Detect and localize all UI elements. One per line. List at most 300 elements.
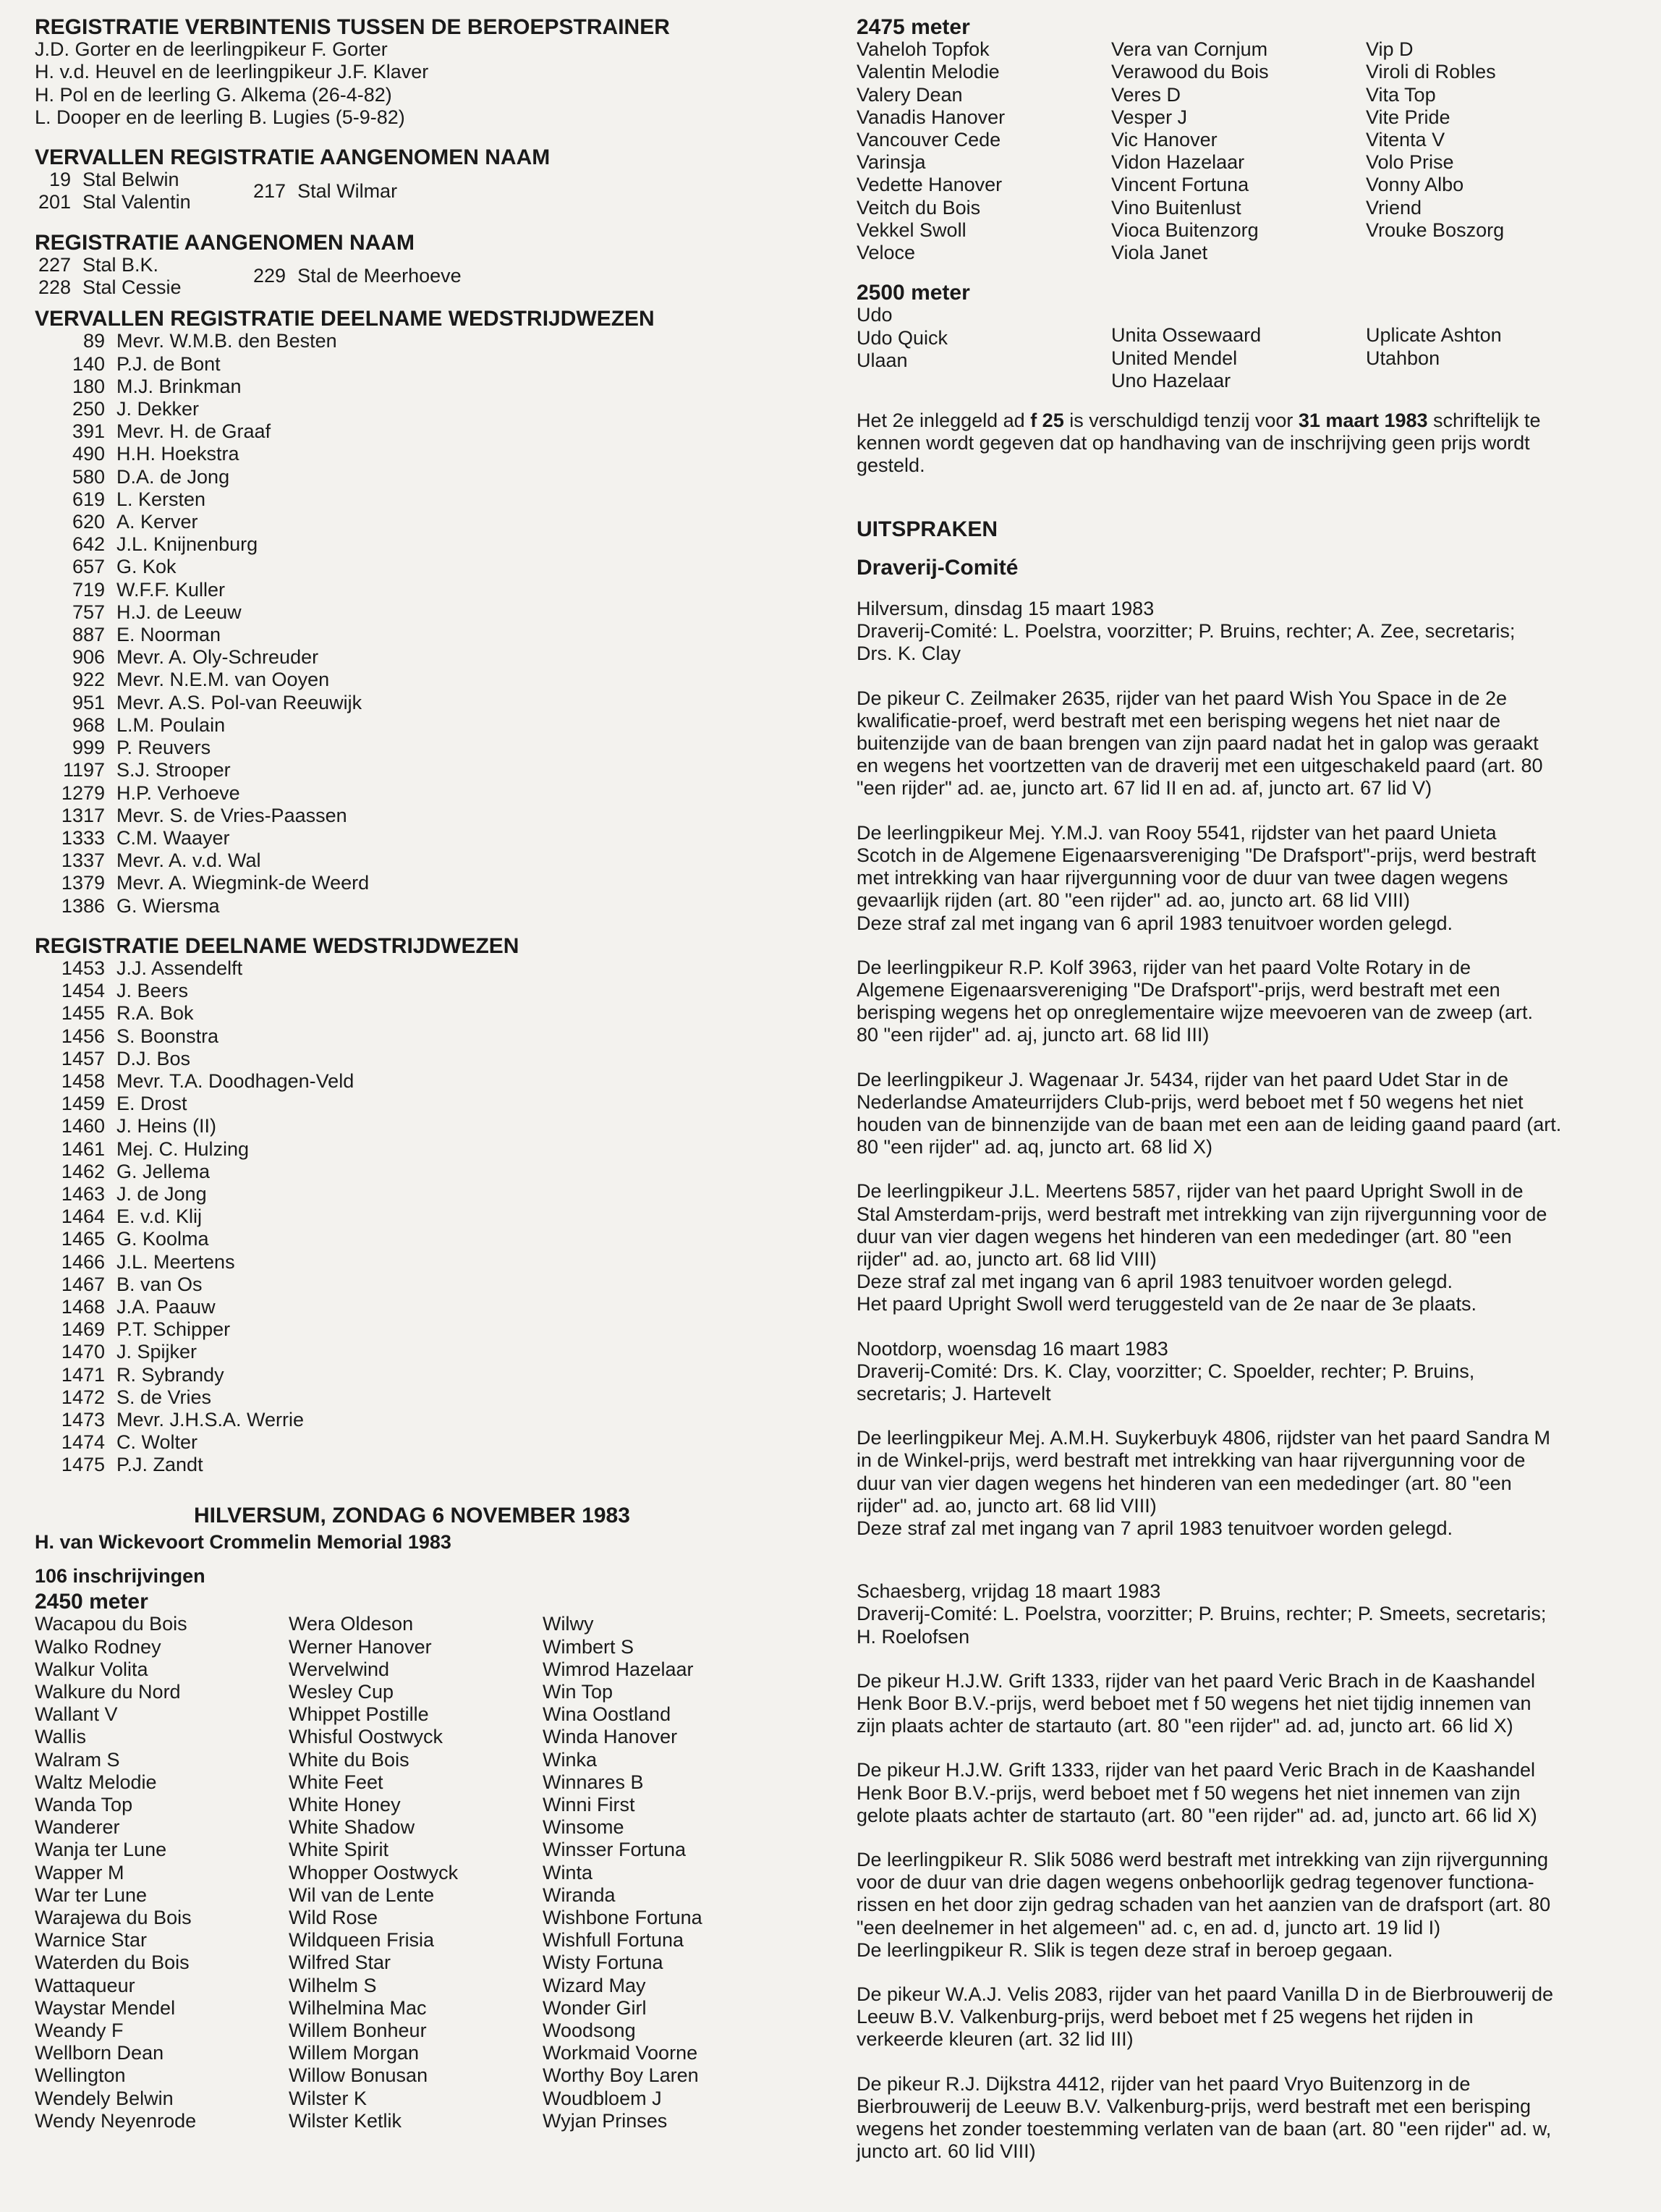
horse-name: Wilster Ketlik [289, 2109, 402, 2132]
entries-count: 106 inschrijvingen [35, 1565, 205, 1587]
reg-name: Mevr. A. v.d. Wal [116, 849, 261, 872]
ruling-line: Henk Boor B.V.-prijs, werd beboet met f 50 wegens het niet innemen van zijn [857, 1781, 1521, 1804]
ruling-line: buitenzijde van de baan brengen van zijn paard nadat het in galop was geraakt [857, 732, 1539, 755]
reg-name: Mevr. A. Oly-Schreuder [116, 646, 319, 669]
reg-number: 887 [72, 624, 105, 646]
ruling-line: secretaris; J. Hartevelt [857, 1382, 1051, 1404]
horse-name: Vesper J [1111, 106, 1188, 128]
list-item [35, 980, 830, 1002]
list-item [35, 1161, 830, 1183]
horse-name: Wisty Fortuna [543, 1952, 663, 1974]
horse-name: Vite Pride [1366, 106, 1450, 128]
reg-name: Mej. C. Hulzing [116, 1137, 250, 1160]
ruling-line: verkeerde kleuren (art. 32 lid III) [857, 2028, 1134, 2051]
list-item [35, 466, 830, 488]
deelname-list [35, 957, 830, 1477]
reg-number: 719 [72, 578, 105, 601]
list-item [35, 579, 830, 601]
horse-name: Whopper Oostwyck [289, 1861, 459, 1883]
reg-name: Mevr. J.H.S.A. Werrie [116, 1408, 305, 1431]
reg-name: E. Noorman [116, 624, 221, 646]
ruling-line: Scotch in de Algemene Eigenaarsvereniging "De Drafsport"-prijs, werd bestraft [857, 844, 1537, 866]
reg-number: 1386 [61, 894, 105, 917]
entries-column-2 [1111, 38, 1366, 264]
comite-heading: Draverij-Comité [857, 555, 1019, 580]
reg-name: M.J. Brinkman [116, 375, 242, 397]
reg-name: P. Reuvers [116, 737, 211, 759]
heading-deelname: REGISTRATIE DEELNAME WEDSTRIJDWEZEN [35, 933, 519, 958]
ruling-line: in de Winkel-prijs, werd bestraft met intrekking van haar rijvergunning voor de [857, 1449, 1526, 1472]
reg-number: 951 [72, 691, 105, 713]
ruling-paragraph [857, 687, 1631, 800]
reg-name: R. Sybrandy [116, 1363, 224, 1386]
list-item [35, 646, 830, 669]
horse-name: Veitch du Bois [857, 196, 981, 219]
reg-name: Mevr. A.S. Pol-van Reeuwijk [116, 691, 362, 713]
ruling-line: De pikeur W.A.J. Velis 2083, rijder van het paard Vanilla D in de Bierbrouwerij de [857, 1983, 1553, 2006]
list-item [35, 1341, 830, 1363]
horse-name: Vekkel Swoll [857, 219, 967, 241]
horse-name: Winsser Fortuna [543, 1839, 687, 1861]
ruling-paragraph [857, 1427, 1631, 1540]
reg-name: S.J. Strooper [116, 759, 231, 781]
reg-number: 1474 [61, 1431, 105, 1454]
reg-name: J.L. Knijnenburg [116, 533, 258, 556]
ruling-line: 80 "een rijder" ad. aj, juncto art. 68 lid III) [857, 1024, 1210, 1046]
reg-name: L.M. Poulain [116, 713, 226, 736]
distance-2500: 2500 meter [857, 281, 970, 305]
reg-name: J. Spijker [116, 1341, 197, 1363]
list-item [35, 692, 830, 714]
horse-name: Wesley Cup [289, 1681, 394, 1703]
reg-number: 1197 [62, 759, 105, 781]
reg-number: 1459 [61, 1093, 105, 1115]
reg-name: P.T. Schipper [116, 1318, 231, 1341]
horse-name: Udo [857, 304, 893, 326]
list-item [35, 1025, 830, 1048]
horse-name: Worthy Boy Laren [543, 2064, 699, 2087]
distance-2475: 2475 meter [857, 15, 970, 39]
reg-name: R.A. Bok [116, 1002, 194, 1025]
list-item [35, 169, 253, 191]
ruling-line: De leerlingpikeur J. Wagenaar Jr. 5434, rijder van het paard Udet Star in de [857, 1068, 1508, 1090]
horse-name: Wishfull Fortuna [543, 1929, 684, 1952]
horse-name: Volo Prise [1366, 151, 1454, 174]
ruling-line: Nootdorp, woensdag 16 maart 1983 [857, 1337, 1168, 1360]
reg-name: G. Wiersma [116, 894, 220, 917]
vervallen-deelname-list [35, 330, 830, 917]
reg-number: 1453 [61, 957, 105, 979]
horse-name: Vitenta V [1366, 129, 1445, 151]
ruling-line: Draverij-Comité: L. Poelstra, voorzitter; P. Bruins, rechter; P. Smeets, secretaris; [857, 1603, 1547, 1625]
reg-number: 657 [72, 556, 105, 578]
horse-name: Wizard May [543, 1974, 646, 1996]
ruling-line: Draverij-Comité: L. Poelstra, voorzitter; P. Bruins, rechter; A. Zee, secretaris; [857, 620, 1516, 643]
ruling-line: Schaesberg, vrijdag 18 maart 1983 [857, 1580, 1161, 1603]
horse-name: Vaheloh Topfok [857, 38, 990, 61]
reg-number: 1475 [61, 1454, 105, 1476]
reg-number: 1279 [61, 781, 105, 804]
ruling-line: Het paard Upright Swoll werd teruggesteld van de 2e naar de 3e plaats. [857, 1293, 1477, 1315]
list-item [35, 1454, 830, 1476]
list-item [35, 849, 830, 872]
horse-name: Vera van Cornjum [1111, 38, 1268, 61]
list-item: L. Dooper en de leerling B. Lugies (5-9-82) [35, 106, 405, 128]
horse-name: Weandy F [35, 2020, 124, 2042]
reg-number: 201 [38, 191, 71, 213]
ruling-line: De leerlingpikeur J.L. Meertens 5857, rijder van het paard Upright Swoll in de [857, 1180, 1524, 1203]
notice-date: 31 maart 1983 [1298, 410, 1428, 432]
list-item [35, 330, 830, 352]
ruling-line: De pikeur H.J.W. Grift 1333, rijder van het paard Veric Brach in de Kaashandel [857, 1759, 1535, 1781]
reg-name: J.J. Assendelft [116, 957, 243, 979]
list-item [35, 488, 830, 511]
list-item [35, 191, 253, 213]
entries-column-1 [35, 1613, 289, 2132]
reg-number: 1468 [61, 1295, 105, 1318]
ruling-line: juncto art. 60 lid VIII) [857, 2140, 1036, 2163]
reg-number: 1460 [61, 1115, 105, 1137]
race-title: HILVERSUM, ZONDAG 6 NOVEMBER 1983 [194, 1503, 630, 1527]
reg-name: D.J. Bos [116, 1047, 191, 1069]
horse-name: Unita Ossewaard [1111, 324, 1262, 347]
reg-number: 580 [72, 465, 105, 488]
notice-amount: f 25 [1030, 410, 1064, 432]
horse-name: Willem Bonheur [289, 2020, 427, 2042]
reg-name: D.A. de Jong [116, 465, 230, 488]
entries-column-1 [857, 38, 1111, 264]
reg-number: 1470 [61, 1341, 105, 1363]
reg-number: 1337 [61, 849, 105, 872]
horse-name: Wanderer [35, 1816, 120, 1839]
reg-number: 757 [72, 601, 105, 623]
horse-name: Verawood du Bois [1111, 61, 1269, 83]
reg-number: 1456 [61, 1025, 105, 1047]
horse-name: Woodsong [543, 2020, 636, 2042]
ruling-line: Drs. K. Clay [857, 643, 961, 665]
horse-name [1111, 304, 1366, 324]
ruling-line: De leerlingpikeur R. Slik 5086 werd bestraft met intrekking van zijn rijvergunning [857, 1849, 1548, 1870]
reg-number: 922 [72, 669, 105, 691]
reg-name: E. v.d. Klij [116, 1205, 203, 1228]
horse-name: Winsome [543, 1816, 624, 1839]
reg-name: J. Dekker [116, 398, 200, 420]
reg-number: 250 [72, 398, 105, 420]
notice-text: is verschuldigd tenzij voor [1063, 410, 1299, 432]
reg-number: 490 [72, 443, 105, 465]
list-item [35, 895, 830, 918]
reg-number: 1379 [61, 872, 105, 894]
reg-name: H.H. Hoekstra [116, 443, 239, 465]
reg-name: Stal Wilmar [297, 179, 398, 202]
reg-number: 968 [72, 713, 105, 736]
ruling-line: Algemene Eigenaarsvereniging "De Drafsport"-prijs, werd bestraft met een [857, 978, 1500, 1001]
list-item [35, 1364, 830, 1386]
reg-number: 217 [253, 179, 286, 202]
horse-name: Walko Rodney [35, 1635, 161, 1658]
reg-number: 1455 [61, 1002, 105, 1025]
ruling-paragraph [857, 957, 1631, 1047]
horse-name: Woudbloem J [543, 2087, 662, 2109]
ruling-line: De pikeur C. Zeilmaker 2635, rijder van het paard Wish You Space in de 2e [857, 687, 1508, 709]
reg-number: 1471 [61, 1363, 105, 1386]
list-item [35, 420, 830, 443]
ruling-paragraph [857, 1180, 1631, 1315]
horse-name: Winni First [543, 1794, 635, 1816]
list-item: H. Pol en de leerling G. Alkema (26-4-82) [35, 83, 392, 106]
list-item [35, 533, 830, 556]
reg-number: 391 [72, 420, 105, 443]
reg-number: 89 [82, 330, 105, 352]
reg-number: 906 [72, 646, 105, 669]
horse-name: Vanadis Hanover [857, 106, 1006, 128]
reg-name: L. Kersten [116, 488, 206, 510]
notice-line: gesteld. [857, 454, 925, 477]
horse-name: Valentin Melodie [857, 61, 1000, 83]
reg-number: 642 [72, 533, 105, 556]
list-item [35, 1205, 830, 1228]
horse-name [1366, 304, 1502, 324]
list-item [35, 443, 830, 465]
ruling-line: De pikeur H.J.W. Grift 1333, rijder van het paard Veric Brach in de Kaashandel [857, 1669, 1535, 1692]
horse-name: Varinsja [857, 151, 926, 174]
reg-number: 1454 [61, 980, 105, 1002]
list-item [35, 254, 253, 276]
horse-name: Vrouke Boszorg [1366, 219, 1505, 241]
reg-name: Mevr. W.M.B. den Besten [116, 330, 337, 352]
entries-2475 [857, 38, 1631, 264]
horse-name: Wina Oostland [543, 1703, 671, 1726]
reg-name: G. Kok [116, 556, 177, 578]
horse-name: Viola Janet [1111, 242, 1208, 264]
list-item [35, 511, 830, 533]
ruling-line: De leerlingpikeur R. Slik is tegen deze straf in beroep gegaan. [857, 1938, 1393, 1961]
horse-name: Vino Buitenlust [1111, 196, 1241, 219]
horse-name: Warajewa du Bois [35, 1907, 192, 1929]
horse-name: Walkur Volita [35, 1658, 148, 1680]
horse-name: Winda Hanover [543, 1726, 678, 1748]
ruling-line: rissen en het door zijn gedrag schaden van het aanzien van de drafsport (art. 80 [857, 1894, 1551, 1916]
horse-name: Udo Quick [857, 326, 948, 349]
reg-number: 1464 [61, 1205, 105, 1228]
list-item [35, 1138, 830, 1161]
ruling-line: Hilversum, dinsdag 15 maart 1983 [857, 598, 1155, 620]
list-item [35, 1183, 830, 1205]
reg-name: Stal de Meerhoeve [297, 265, 462, 287]
ruling-line: Leeuw B.V. Valkenburg-prijs, werd beboet met f 25 wegens het rijden in [857, 2006, 1474, 2028]
reg-number: 1473 [61, 1408, 105, 1431]
inleggeld-notice [857, 410, 1631, 478]
heading-aangenomen-naam: REGISTRATIE AANGENOMEN NAAM [35, 230, 415, 255]
reg-name: H.P. Verhoeve [116, 781, 240, 804]
ruling-paragraph [857, 822, 1631, 935]
list-item [35, 1296, 830, 1318]
list-item [35, 398, 830, 420]
horse-name: Wallant V [35, 1703, 118, 1726]
entries-column-1 [857, 304, 1111, 392]
heading-vervallen-naam: VERVALLEN REGISTRATIE AANGENOMEN NAAM [35, 145, 551, 170]
reg-name: C.M. Waayer [116, 826, 230, 849]
horse-name: Winta [543, 1861, 593, 1883]
list-item [35, 872, 830, 894]
ruling-line: Deze straf zal met ingang van 6 april 1983 tenuitvoer worden gelegd. [857, 1271, 1453, 1293]
reg-name: E. Drost [116, 1093, 187, 1115]
horse-name: Vonny Albo [1366, 174, 1464, 196]
horse-name: Waltz Melodie [35, 1771, 157, 1793]
reg-name: H.J. de Leeuw [116, 601, 242, 623]
horse-name: Wendy Neyenrode [35, 2109, 197, 2132]
reg-number: 1333 [61, 826, 105, 849]
ruling-line: zijn plaats achter de startauto (art. 80 "een rijder" ad. ad, juncto art. 66 lid X) [857, 1715, 1513, 1737]
horse-name: Wilster K [289, 2087, 367, 2109]
rulings-list [857, 598, 1631, 2163]
reg-name: Mevr. S. de Vries-Paassen [116, 804, 347, 826]
ruling-line: gevaarlijk rijden (art. 80 "een rijder" ad. ao, juncto art. 68 lid VIII) [857, 889, 1411, 912]
entries-column-3 [1366, 304, 1502, 392]
horse-name: Walkure du Nord [35, 1681, 181, 1703]
horse-name: Vriend [1366, 196, 1422, 219]
horse-name: Valery Dean [857, 83, 963, 106]
reg-number: 228 [38, 276, 71, 299]
horse-name: Wervelwind [289, 1658, 390, 1680]
horse-name: Wattaqueur [35, 1974, 135, 1996]
horse-name: Walram S [35, 1748, 120, 1771]
reg-number: 227 [38, 253, 71, 276]
ruling-line: wegens het zonder toestemming verlaten van de baan (art. 80 "een rijder" ad. w, [857, 2118, 1552, 2140]
reg-name: W.F.F. Kuller [116, 578, 226, 601]
horse-name: Wil van de Lente [289, 1883, 435, 1906]
list-item [35, 1048, 830, 1070]
ruling-line: Bierbrouwerij de Leeuw B.V. Valkenburg-prijs, werd bestraft met een berisping [857, 2095, 1531, 2117]
ruling-paragraph [857, 1759, 1631, 1827]
horse-name: White Honey [289, 1794, 401, 1816]
list-item [35, 1386, 830, 1409]
reg-number: 1317 [61, 804, 105, 826]
horse-name: Wilhelmina Mac [289, 1996, 427, 2019]
list-item [35, 782, 830, 805]
ruling-line: en wegens het voortzetten van de draverij met een uitgeschakeld paard (art. 80 [857, 755, 1543, 777]
reg-name: Mevr. H. de Graaf [116, 420, 271, 443]
heading-vervallen-deelname: VERVALLEN REGISTRATIE DEELNAME WEDSTRIJDWEZEN [35, 307, 655, 331]
reg-name: S. Boonstra [116, 1025, 219, 1047]
reg-name: P.J. de Bont [116, 352, 221, 375]
ruling-paragraph [857, 1069, 1631, 1159]
aangenomen-naam-list [35, 254, 830, 299]
list-item [35, 759, 830, 781]
horse-name: Willem Morgan [289, 2042, 420, 2064]
ruling-line: De pikeur R.J. Dijkstra 4412, rijder van het paard Vryo Buitenzorg in de [857, 2072, 1471, 2095]
ruling-line: De leerlingpikeur R.P. Kolf 3963, rijder van het paard Volte Rotary in de [857, 956, 1471, 978]
ruling-line: berisping wegens het op onreglementaire wijze meevoeren van de zweep (art. [857, 1001, 1534, 1024]
list-item [35, 601, 830, 624]
list-item [35, 1251, 830, 1274]
reg-number: 180 [72, 375, 105, 397]
horse-name: Wilfred Star [289, 1952, 391, 1974]
list-item [35, 1115, 830, 1137]
list-item [35, 805, 830, 827]
entries-column-2 [289, 1613, 543, 2132]
list-item: H. v.d. Heuvel en de leerlingpikeur J.F. Klaver [35, 61, 429, 83]
list-item [35, 1409, 830, 1431]
list-item [35, 714, 830, 737]
horse-name: Vancouver Cede [857, 129, 1001, 151]
notice-text: schriftelijk te [1427, 410, 1541, 432]
reg-name: Stal B.K. [82, 253, 159, 276]
ruling-line: houden van de binnenzijde van de baan met een aan de leiding gaand paard (art. [857, 1113, 1562, 1135]
ruling-line: met intrekking van haar rijvergunning voor de duur van twee dagen wegens [857, 867, 1508, 889]
list-item [35, 276, 253, 299]
horse-name: Wendely Belwin [35, 2087, 174, 2109]
horse-name: Wanja ter Lune [35, 1839, 167, 1861]
list-item [253, 265, 462, 287]
reg-name: G. Koolma [116, 1228, 209, 1250]
reg-name: G. Jellema [116, 1160, 211, 1182]
entries-column-3 [1366, 38, 1504, 264]
horse-name: Wimrod Hazelaar [543, 1658, 694, 1680]
list-item [35, 353, 830, 376]
horse-name: Wellborn Dean [35, 2042, 164, 2064]
horse-name: Utahbon [1366, 347, 1440, 369]
horse-name: Vincent Fortuna [1111, 174, 1249, 196]
ruling-line: duur van vier dagen wegens het hinderen van een mededinger (art. 80 "een [857, 1472, 1512, 1494]
reg-name: B. van Os [116, 1273, 203, 1295]
ruling-line: "een deelnemer in het algemeen" ad. c, en ad. d, juncto art. 19 lid I) [857, 1916, 1441, 1938]
horse-name: Wellington [35, 2064, 126, 2087]
reg-number: 1462 [61, 1160, 105, 1182]
list-item [253, 180, 397, 203]
horse-name: Wishbone Fortuna [543, 1907, 702, 1929]
horse-name: Veres D [1111, 83, 1181, 106]
reg-name: J. de Jong [116, 1182, 207, 1205]
heading-registratie-trainer: REGISTRATIE VERBINTENIS TUSSEN DE BEROEPSTRAINER [35, 15, 670, 39]
horse-name: White Feet [289, 1771, 383, 1793]
reg-name: J.L. Meertens [116, 1250, 235, 1273]
reg-number: 1458 [61, 1069, 105, 1092]
ruling-line: Deze straf zal met ingang van 7 april 1983 tenuitvoer worden gelegd. [857, 1517, 1453, 1539]
list-item [35, 556, 830, 578]
horse-name: Wimbert S [543, 1635, 634, 1658]
reg-number: 229 [253, 265, 286, 287]
horse-name: Wera Oldeson [289, 1613, 414, 1635]
ruling-paragraph [857, 1983, 1631, 2051]
horse-name: Wyjan Prinses [543, 2109, 668, 2132]
ruling-paragraph [857, 1849, 1631, 1962]
reg-number: 1461 [61, 1137, 105, 1160]
ruling-line: rijder" ad. ao, juncto art. 68 lid VIII) [857, 1494, 1157, 1517]
reg-name: Mevr. A. Wiegmink-de Weerd [116, 872, 370, 894]
horse-name: Wanda Top [35, 1794, 133, 1816]
list-item [35, 1318, 830, 1341]
horse-name: Vic Hanover [1111, 129, 1218, 151]
horse-name: White du Bois [289, 1748, 409, 1771]
ruling-line: "een rijder" ad. ae, juncto art. 67 lid II en ad. af, juncto art. 67 lid V) [857, 777, 1432, 800]
left-column [35, 16, 830, 2132]
reg-number: 1466 [61, 1250, 105, 1273]
horse-name: Win Top [543, 1681, 613, 1703]
right-column [857, 16, 1631, 2185]
horse-name: Wilwy [543, 1613, 594, 1635]
ruling-paragraph [857, 1580, 1631, 1648]
uitspraken-heading: UITSPRAKEN [857, 517, 998, 541]
list-item [35, 1431, 830, 1454]
horse-name: Wiranda [543, 1883, 616, 1906]
horse-name: Wilhelm S [289, 1974, 377, 1996]
horse-name: Wildqueen Frisia [289, 1929, 435, 1952]
memorial-title: H. van Wickevoort Crommelin Memorial 1983 [35, 1530, 451, 1553]
ruling-line: gelote plaats achter de startauto (art. 80 "een rijder" ad. ad, juncto art. 66 lid X) [857, 1804, 1537, 1826]
horse-name: Waystar Mendel [35, 1996, 176, 2019]
ruling-line: H. Roelofsen [857, 1625, 970, 1648]
